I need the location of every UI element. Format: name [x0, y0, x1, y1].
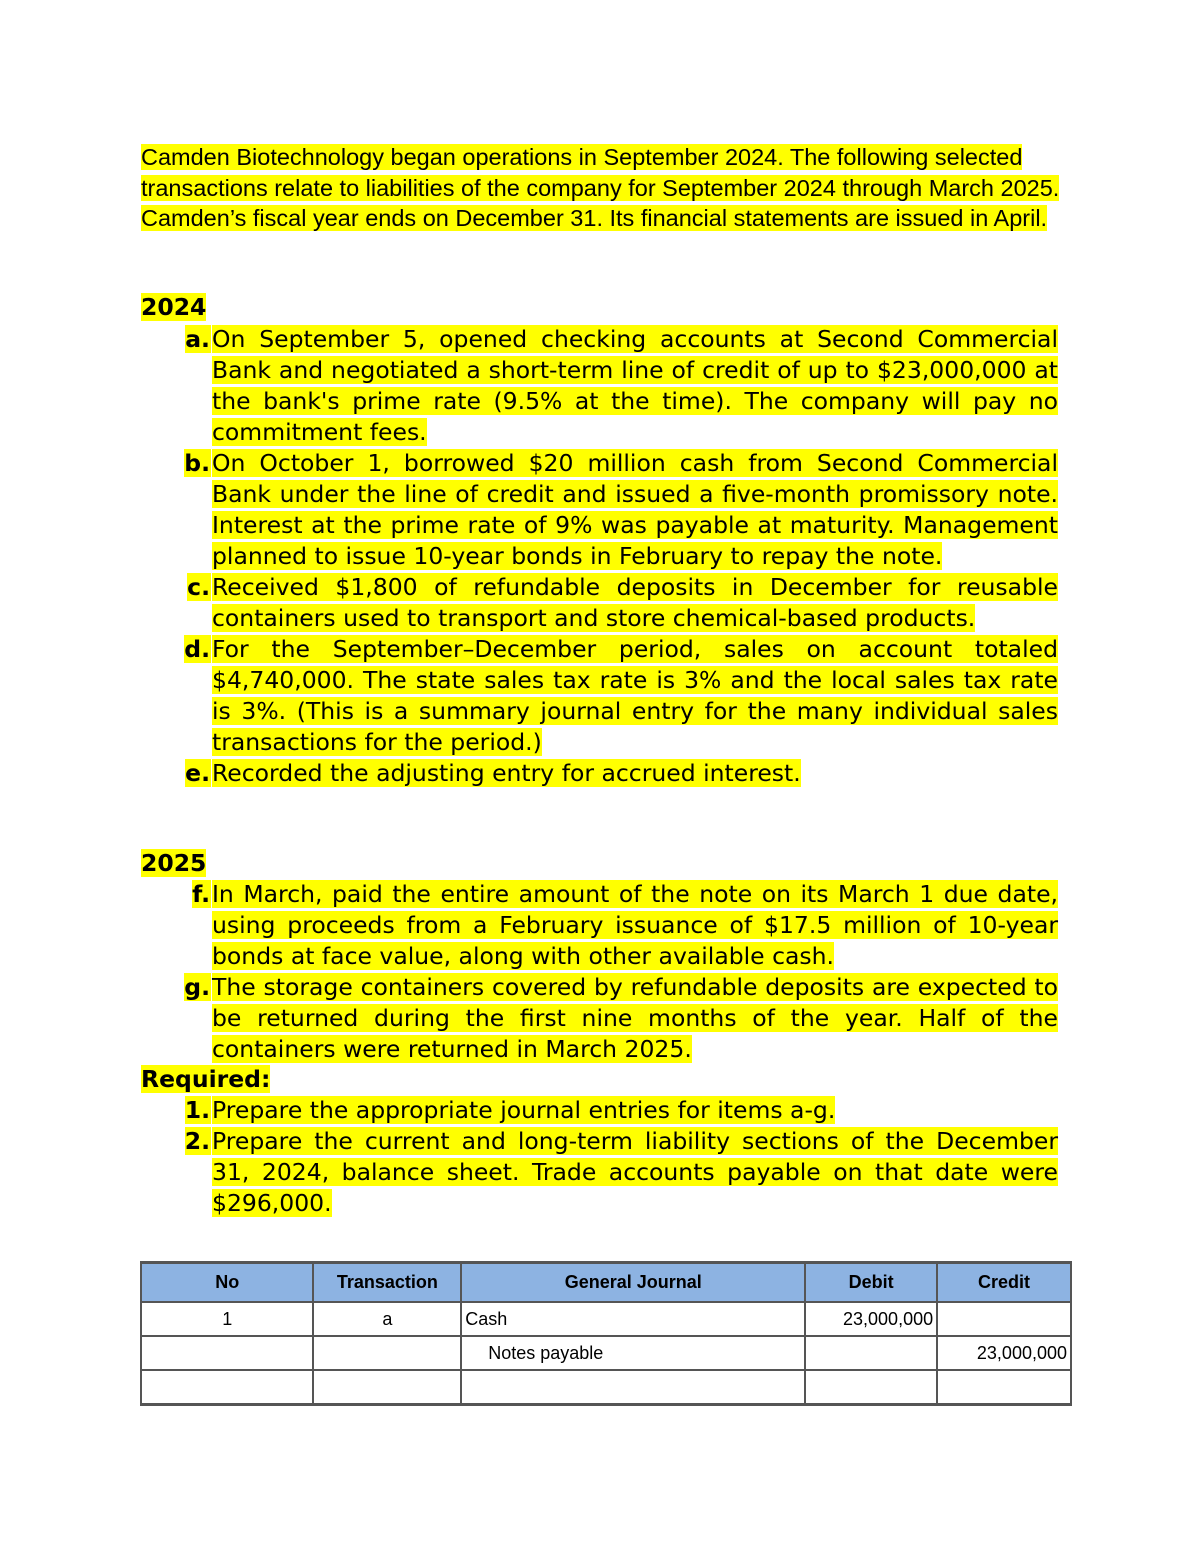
transaction-item-c	[141, 572, 1059, 634]
transaction-item-e	[141, 758, 1059, 789]
cell-credit[interactable]: 23,000,000	[937, 1336, 1071, 1370]
transaction-list-2025	[141, 879, 1059, 1065]
transaction-item-a	[141, 324, 1059, 448]
cell-no[interactable]	[141, 1370, 313, 1405]
required-item-1	[141, 1095, 1059, 1126]
item-label: b.	[184, 449, 210, 477]
item-text: In March, paid the entire amount of the note on its March 1 due date, using proceeds from a February issuance of $17.5 million of 10-year bonds at face value, along with other available cash.	[212, 880, 1058, 970]
header-debit: Debit	[805, 1263, 937, 1303]
header-credit: Credit	[937, 1263, 1071, 1303]
cell-transaction[interactable]	[313, 1336, 461, 1370]
item-label: 2.	[184, 1127, 210, 1155]
year-heading-2025: 2025	[141, 849, 207, 877]
item-text: On October 1, borrowed $20 million cash from Second Commercial Bank under the line of credit and issued a five-month promissory note. Interest at the prime rate of 9% was payable at maturity. Management planned to issue 10-year bonds in February to repay the note.	[212, 449, 1058, 570]
journal-table	[140, 1261, 1072, 1406]
intro-paragraph	[141, 142, 1061, 234]
cell-account[interactable]: Notes payable	[461, 1336, 805, 1370]
transaction-item-f	[141, 879, 1059, 972]
item-label: c.	[187, 573, 210, 601]
item-text: Prepare the appropriate journal entries for items a-g.	[212, 1096, 836, 1124]
transaction-item-d	[141, 634, 1059, 758]
item-text: The storage containers covered by refundable deposits are expected to be returned during the first nine months of the year. Half of the containers were returned in March 2025.	[212, 973, 1058, 1063]
item-label: e.	[185, 759, 210, 787]
cell-account[interactable]	[461, 1370, 805, 1405]
year-heading-2024: 2024	[141, 293, 207, 321]
item-text: Recorded the adjusting entry for accrued interest.	[212, 759, 801, 787]
intro-text: Camden Biotechnology began operations in September 2024. The following selected transactions relate to liabilities of the company for September 2024 through March 2025. Camden’s fiscal year ends on December 31. Its financial statements are issued in April.	[141, 144, 1060, 231]
transaction-item-g	[141, 972, 1059, 1065]
table-row	[141, 1302, 1071, 1336]
item-label: a.	[185, 325, 210, 353]
cell-no[interactable]	[141, 1336, 313, 1370]
item-text: Prepare the current and long-term liability sections of the December 31, 2024, balance sheet. Trade accounts payable on that date were $296,000.	[212, 1127, 1058, 1217]
cell-no[interactable]: 1	[141, 1302, 313, 1336]
header-no: No	[141, 1263, 313, 1303]
cell-credit[interactable]	[937, 1370, 1071, 1405]
transaction-list-2024	[141, 324, 1059, 789]
required-item-2	[141, 1126, 1059, 1219]
cell-transaction[interactable]: a	[313, 1302, 461, 1336]
item-label: g.	[184, 973, 210, 1001]
cell-credit[interactable]	[937, 1302, 1071, 1336]
item-label: 1.	[184, 1096, 210, 1124]
cell-account[interactable]: Cash	[461, 1302, 805, 1336]
item-text: On September 5, opened checking accounts at Second Commercial Bank and negotiated a short-term line of credit of up to $23,000,000 at the bank's prime rate (9.5% at the time). The company will pay no commitment fees.	[212, 325, 1058, 446]
required-list	[141, 1095, 1059, 1219]
table-header-row	[141, 1263, 1071, 1303]
cell-debit[interactable]	[805, 1336, 937, 1370]
header-transaction: Transaction	[313, 1263, 461, 1303]
cell-debit[interactable]: 23,000,000	[805, 1302, 937, 1336]
item-text: For the September–December period, sales on account totaled $4,740,000. The state sales tax rate is 3% and the local sales tax rate is 3%. (This is a summary journal entry for the many individual sales transactions for the period.)	[212, 635, 1058, 756]
cell-transaction[interactable]	[313, 1370, 461, 1405]
item-text: Received $1,800 of refundable deposits in December for reusable containers used to transport and store chemical-based products.	[212, 573, 1058, 632]
cell-debit[interactable]	[805, 1370, 937, 1405]
item-label: d.	[184, 635, 210, 663]
table-row	[141, 1370, 1071, 1405]
header-general-journal: General Journal	[461, 1263, 805, 1303]
table-row	[141, 1336, 1071, 1370]
transaction-item-b	[141, 448, 1059, 572]
item-label: f.	[192, 880, 210, 908]
required-heading: Required:	[141, 1065, 271, 1093]
